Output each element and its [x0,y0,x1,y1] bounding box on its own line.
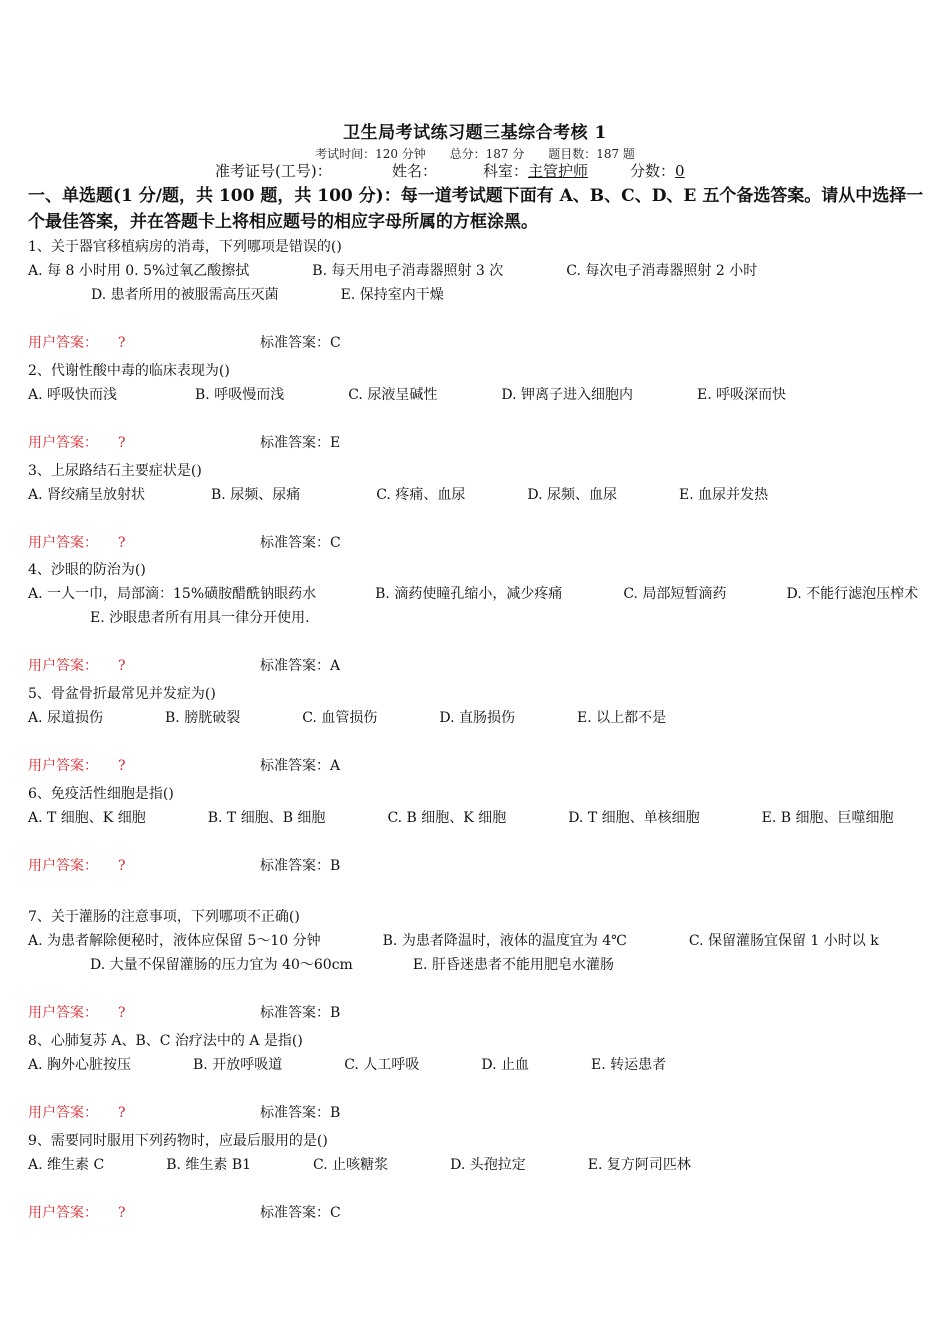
user-answer [28,431,260,455]
standard-answer-label: 标准答案： [260,1105,330,1121]
option-b: B. 呼吸慢而浅 [195,387,285,403]
user-answer [28,1101,260,1125]
option-c: C. 尿液呈碱性 [348,387,438,403]
user-answer [28,1001,260,1025]
option-b: B. 每天用电子消毒器照射 3 次 [312,263,504,279]
user-answer [28,331,260,355]
option-c: C. 血管损伤 [302,710,378,726]
question-item [28,558,928,678]
option-e: E. 以上都不是 [576,710,667,726]
option-e: E. 复方阿司匹林 [587,1157,691,1173]
user-answer [28,854,260,878]
question-options [28,582,928,630]
option-b: B. 膀胱破裂 [165,710,241,726]
option-d: D. 止血 [481,1057,529,1073]
user-answer [28,654,260,678]
question-options [28,1153,928,1177]
answer-row [28,1001,928,1025]
standard-answer-label: 标准答案： [260,658,330,674]
user-answer-value: ? [118,658,126,674]
option-c: C. 止咳糖浆 [313,1157,389,1173]
question-stem: 5、骨盆骨折最常见并发症为() [28,686,216,702]
user-answer [28,754,260,778]
department-label: 科室： [483,162,529,180]
user-answer-label: 用户答案： [28,758,98,774]
standard-answer [260,531,341,555]
section-heading: 一、单选题(1 分/题，共 100 题，共 100 分)：每一道考试题下面有 A、B、C、D、E 五个备选答案。请从中选择一个最佳答案，并在答题卡上将相应题号的相应字母所属的方框涂黑。 [28,186,924,232]
standard-answer [260,331,341,355]
standard-answer-value: A [330,758,341,774]
user-answer-value: ? [118,858,126,874]
option-b: B. 为患者降温时，液体的温度宜为 4℃ [382,933,627,949]
option-d: D. 头孢拉定 [450,1157,526,1173]
question-stem: 4、沙眼的防治为() [28,562,146,578]
option-c: C. 局部短暂滴药 [623,586,727,602]
standard-answer [260,654,340,678]
option-c: C. 疼痛、血尿 [376,487,466,503]
user-answer-label: 用户答案： [28,1205,98,1221]
exam-title: 卫生局考试练习题三基综合考核 1 [343,123,607,143]
standard-answer [260,754,340,778]
standard-answer-label: 标准答案： [260,858,330,874]
option-a: A. 呼吸快而浅 [28,387,118,403]
score-value: 0 [675,162,685,180]
standard-answer [260,1001,340,1025]
user-answer-value: ? [118,1205,126,1221]
option-a: A. 每 8 小时用 0. 5%过氧乙酸擦拭 [28,263,250,279]
question-stem: 7、关于灌肠的注意事项，下列哪项不正确() [28,909,300,925]
user-answer [28,531,260,555]
question-stem: 9、需要同时服用下列药物时，应最后服用的是() [28,1133,328,1149]
option-d: D. 不能行滤泡压榨术 [786,586,919,602]
question-options [28,383,928,407]
standard-answer [260,1101,340,1125]
option-a: A. 尿道损伤 [28,710,104,726]
standard-answer-label: 标准答案： [260,758,330,774]
user-answer-value: ? [118,758,126,774]
user-answer-label: 用户答案： [28,1005,98,1021]
question-item [28,459,928,555]
question-item [28,905,928,1025]
standard-answer-value: C [330,335,341,351]
standard-answer [260,1201,341,1225]
standard-answer-value: A [330,658,341,674]
department-value: 主管护师 [528,162,589,180]
answer-row [28,1101,928,1125]
question-item [28,1129,928,1225]
standard-answer-value: C [330,1205,341,1221]
user-answer-label: 用户答案： [28,335,98,351]
standard-answer-value: B [330,1005,341,1021]
user-answer-value: ? [118,1005,126,1021]
question-options [28,706,928,730]
exam-question-count: 题目数：187 题 [548,147,635,161]
question-options [28,259,928,307]
option-b: B. 维生素 B1 [166,1157,252,1173]
question-options [28,483,928,507]
standard-answer-value: C [330,535,341,551]
option-d: D. 大量不保留灌肠的压力宜为 40～60cm [90,957,353,973]
question-stem: 6、免疫活性细胞是指() [28,786,174,802]
option-e: E. 肝昏迷患者不能用肥皂水灌肠 [412,957,614,973]
option-c: C. 保留灌肠宜保留 1 小时以 k [688,933,879,949]
answer-row [28,431,928,455]
option-c: C. B 细胞、K 细胞 [387,810,507,826]
question-options [28,1053,928,1077]
question-stem: 8、心肺复苏 A、B、C 治疗法中的 A 是指() [28,1033,303,1049]
answer-row [28,531,928,555]
question-item [28,782,928,878]
answer-row [28,654,928,678]
user-answer-label: 用户答案： [28,658,98,674]
user-answer-label: 用户答案： [28,858,98,874]
user-answer-label: 用户答案： [28,1105,98,1121]
option-c: C. 人工呼吸 [344,1057,420,1073]
option-a: A. T 细胞、K 细胞 [28,810,146,826]
question-item [28,235,928,355]
question-item [28,359,928,455]
option-a: A. 胸外心脏按压 [28,1057,132,1073]
standard-answer [260,854,340,878]
option-a: A. 肾绞痛呈放射状 [28,487,146,503]
option-a: A. 为患者解除便秘时，液体应保留 5～10 分钟 [28,933,321,949]
standard-answer-value: B [330,858,341,874]
standard-answer-label: 标准答案： [260,335,330,351]
option-d: D. 患者所用的被服需高压灭菌 [91,287,279,303]
question-stem: 3、上尿路结石主要症状是() [28,463,202,479]
user-answer-value: ? [118,1105,126,1121]
standard-answer-label: 标准答案： [260,535,330,551]
user-answer [28,1201,260,1225]
question-stem: 2、代谢性酸中毒的临床表现为() [28,363,230,379]
option-d: D. 尿频、血尿 [527,487,617,503]
user-answer-label: 用户答案： [28,535,98,551]
standard-answer-label: 标准答案： [260,1005,330,1021]
user-answer-value: ? [118,535,126,551]
option-e: E. B 细胞、巨噬细胞 [761,810,894,826]
exam-total-score: 总分：187 分 [449,147,525,161]
option-e: E. 保持室内干燥 [340,287,444,303]
option-a: A. 维生素 C [28,1157,105,1173]
question-item [28,682,928,778]
candidate-id-label: 准考证号(工号)： [215,162,332,180]
question-item [28,1029,928,1125]
option-e: E. 转运患者 [590,1057,667,1073]
answer-row [28,1201,928,1225]
option-b: B. 滴药使瞳孔缩小，减少疼痛 [375,586,563,602]
user-answer-value: ? [118,335,126,351]
question-options [28,806,928,830]
option-e: E. 血尿并发热 [678,487,769,503]
option-b: B. 尿频、尿痛 [211,487,301,503]
standard-answer-value: E [330,435,341,451]
user-answer-value: ? [118,435,126,451]
option-d: D. T 细胞、单核细胞 [568,810,700,826]
option-b: B. 开放呼吸道 [193,1057,283,1073]
answer-row [28,754,928,778]
standard-answer [260,431,340,455]
question-options [28,929,928,977]
standard-answer-value: B [330,1105,341,1121]
exam-time: 考试时间：120 分钟 [315,147,426,161]
option-c: C. 每次电子消毒器照射 2 小时 [566,263,758,279]
option-a: A. 一人一巾，局部滴：15%磺胺醋酰钠眼药水 [28,586,317,602]
answer-row [28,854,928,878]
option-e: E. 呼吸深而快 [696,387,787,403]
option-e: E. 沙眼患者所有用具一律分开使用. [90,610,310,626]
option-d: D. 钾离子进入细胞内 [501,387,633,403]
option-d: D. 直肠损伤 [439,710,515,726]
candidate-info [215,160,685,181]
question-stem: 1、关于器官移植病房的消毒，下列哪项是错误的() [28,239,342,255]
candidate-name-label: 姓名： [392,162,438,180]
option-b: B. T 细胞、B 细胞 [207,810,326,826]
user-answer-label: 用户答案： [28,435,98,451]
answer-row [28,331,928,355]
standard-answer-label: 标准答案： [260,1205,330,1221]
standard-answer-label: 标准答案： [260,435,330,451]
score-label: 分数： [630,162,676,180]
